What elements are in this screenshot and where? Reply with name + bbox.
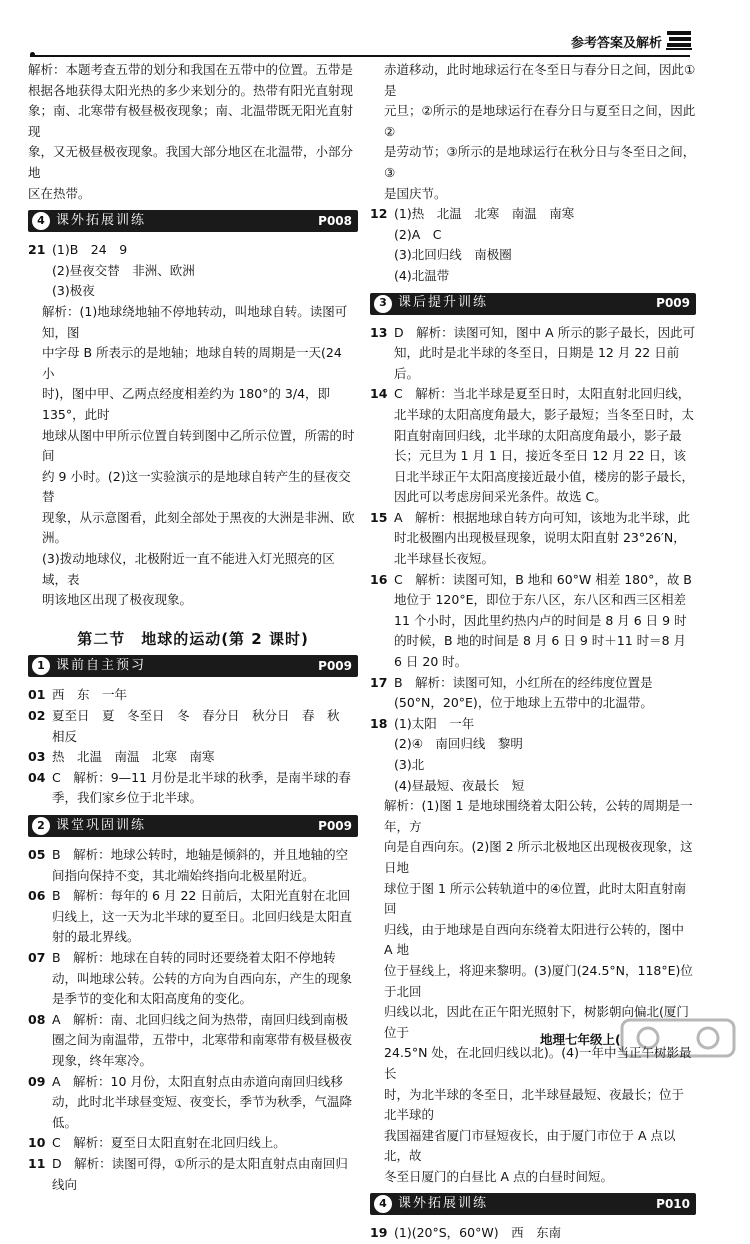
question-21 [28, 240, 358, 302]
analysis-line: 地球从图中甲所示位置自转到图中乙所示位置，所需的时间 [42, 427, 355, 464]
question-11 [28, 1154, 358, 1195]
analysis-line: 我国福建省厦门市昼短夜长，由于厦门市位于 A 点以北，故 [384, 1127, 676, 1164]
answer-text: A 解析：根据地球自转方向可知，该地为北半球，此时北极圈内出现极昼现象，说明太阳直射 23°26′N，北半球昼长夜短。 [394, 509, 691, 567]
question-10 [28, 1133, 358, 1154]
answer-line: (1)B 24 9 [52, 242, 128, 258]
question-09 [28, 1072, 358, 1134]
answer-text: 夏至日 夏 冬至日 冬 春分日 秋分日 春 秋 相反 [52, 708, 353, 744]
analysis-line: 冬至日厦门的白昼比 A 点的白昼时间短。 [384, 1168, 613, 1184]
header-title: 参考答案及解析 [570, 36, 662, 51]
answer-line: (4)北温带 [394, 267, 450, 283]
analysis-line: 现象，从示意图看，此刻全部处于黑夜的大洲是非洲、欧洲。 [42, 509, 355, 546]
question-number: 08 [28, 1011, 46, 1027]
question-number: 06 [28, 888, 46, 904]
question-number: 07 [28, 949, 46, 965]
section-bar-preview [28, 655, 358, 677]
analysis-line: 归线，由于地球是自西向东绕着太阳进行公转的，图中 A 地 [384, 921, 685, 958]
question-number: 14 [370, 386, 388, 402]
answer-line: (2)昼夜交替 非洲、欧洲 [52, 262, 195, 278]
analysis-line: 时，为北半球的冬至日，北半球昼最短、夜最长；位于北半球的 [384, 1086, 685, 1123]
question-16 [370, 570, 696, 673]
question-17 [370, 673, 696, 714]
answer-text: A 解析：10 月份，太阳直射点由赤道向南回归线移动，此时北半球昼变短、夜变长，季节为秋季，气温降低。 [52, 1073, 353, 1130]
question-number: 09 [28, 1073, 46, 1089]
answer-text: B 解析：地球公转时，地轴是倾斜的，并且地轴的空间指向保持不变，其北端始终指向北极星附近。 [52, 847, 349, 883]
section-number: 4 [32, 212, 50, 230]
analysis-line: 解析：本题考查五带的划分和我国在五带中的位置。五带是 [28, 62, 354, 77]
question-number: 17 [370, 674, 388, 690]
answer-line: (2)A C [394, 226, 442, 242]
question-14 [370, 384, 696, 508]
question-13 [370, 323, 696, 385]
question-number: 13 [370, 324, 388, 340]
question-07 [28, 948, 358, 1010]
answer-line: (1)太阳 一年 [394, 715, 475, 731]
answer-text: B 解析：地球在自转的同时还要绕着太阳不停地转动，叫地球公转。公转的方向为自西向东，产生的现象是季节的变化和太阳高度角的变化。 [52, 949, 353, 1007]
watermark-stamp-icon [618, 1014, 738, 1062]
analysis-line: 赤道移动，此时地球运行在冬至日与春分日之间，因此①是 [384, 62, 696, 98]
question-02 [28, 706, 358, 747]
answer-text: B 解析：每年的 6 月 22 日前后，太阳光直射在北回归线上，这一天为北半球的夏至日。北回归线是太阳直射的最北界线。 [52, 888, 353, 945]
section-bar-extension-1 [28, 210, 358, 232]
question-11-continued [370, 60, 696, 204]
analysis-line: 区在热带。 [28, 185, 91, 201]
answer-text: C 解析：读图可知，B 地和 60°W 相差 180°，故 B 地位于 120°E，即位于东八区，东八区和西三区相差 11 个小时，因此里约热内卢的时间是 8 月 6 日 9 时的时候，B 地的时间是 8 月 6 日 9 时＋11 时＝8 月 6 日 20 时。 [394, 571, 692, 670]
question-06 [28, 886, 358, 948]
header-rule [30, 55, 690, 57]
answer-text: B 解析：读图可知，小红所在的经纬度位置是(50°N，20°E)，位于地球上五带中的北温带。 [394, 674, 653, 711]
page-ref: P009 [318, 818, 352, 833]
analysis-line: 是国庆节。 [384, 185, 447, 201]
analysis-line: 元旦；②所示的是地球运行在春分日与夏至日之间，因此② [384, 103, 696, 139]
question-number: 10 [28, 1135, 46, 1151]
question-number: 01 [28, 687, 46, 703]
page-ref: P008 [318, 213, 352, 228]
q-prev-analysis [28, 60, 358, 204]
page-ref: P009 [656, 296, 690, 311]
analysis-line: 时)，图中甲、乙两点经度相差约为 180°的 3/4，即 135°，此时 [42, 386, 331, 422]
books-icon [666, 28, 692, 52]
section-bar-after-class [370, 293, 696, 315]
answer-text: 热 北温 南温 北寒 南寒 [52, 749, 215, 765]
section-title: 第二节 地球的运动(第 2 课时) [77, 629, 309, 648]
question-number: 16 [370, 571, 388, 587]
preview-answers [28, 685, 358, 809]
question-08 [28, 1010, 358, 1072]
question-03 [28, 747, 358, 768]
question-number: 03 [28, 749, 46, 765]
page-ref: P009 [318, 659, 352, 674]
analysis-line: 解析：(1)地球绕地轴不停地转动，叫地球自转。读图可知，图 [42, 303, 348, 340]
footer-subject: 地理七年级上( [540, 1032, 621, 1047]
answer-line: (3)北回归线 南极圈 [394, 247, 512, 263]
question-number: 21 [28, 242, 46, 258]
question-number: 12 [370, 206, 388, 222]
question-number: 19 [370, 1225, 388, 1241]
left-column [28, 60, 358, 1195]
analysis-line: 解析：(1)图 1 是地球围绕着太阳公转，公转的周期是一年，方 [384, 798, 693, 834]
question-number: 04 [28, 769, 46, 785]
section-label: 课外拓展训练 [398, 1196, 489, 1212]
right-column [370, 60, 696, 1244]
question-04 [28, 768, 358, 809]
question-01 [28, 685, 358, 706]
analysis-line: 约 9 小时。(2)这一实验演示的是地球自转产生的昼夜交替 [42, 468, 351, 505]
section-number: 4 [374, 1195, 392, 1213]
answer-text: A 解析：南、北回归线之间为热带，南回归线到南极圈之间为南温带，五带中，北寒带和南寒带有极昼极夜现象，终年寒冷。 [52, 1011, 353, 1068]
question-05 [28, 845, 358, 886]
section-number: 1 [32, 657, 50, 675]
question-number: 18 [370, 715, 388, 731]
question-number: 15 [370, 509, 388, 525]
section-label: 课外拓展训练 [56, 212, 147, 228]
section-label: 课后提升训练 [398, 295, 489, 311]
analysis-line: 象，又无极昼极夜现象。我国大部分地区在北温带，小部分地 [28, 144, 354, 180]
question-number: 02 [28, 708, 46, 724]
section-label: 课堂巩固训练 [56, 817, 147, 833]
answer-text: C 解析：9—11 月份是北半球的秋季，是南半球的春季，我们家乡位于北半球。 [52, 769, 352, 806]
section-number: 3 [374, 295, 392, 313]
answer-text: D 解析：读图可知，图中 A 所示的影子最长，因此可知，此时是北半球的冬至日，日期是 12 月 22 日前后。 [394, 324, 696, 381]
question-number: 05 [28, 847, 46, 862]
question-19 [370, 1223, 696, 1244]
question-15 [370, 508, 696, 570]
question-18-analysis [370, 796, 696, 1187]
question-number: 11 [28, 1155, 46, 1171]
answer-line: (1)热 北温 北寒 南温 南寒 [394, 206, 575, 222]
section-bar-extension-2 [370, 1193, 696, 1215]
section-number: 2 [32, 817, 50, 835]
analysis-line: 是劳动节；③所示的是地球运行在秋分日与冬至日之间，③ [384, 144, 696, 180]
analysis-line: (3)拨动地球仪，北极附近一直不能进入灯光照亮的区域，表 [42, 551, 335, 587]
analysis-line: 象；南、北寒带有极昼极夜现象；南、北温带既无阳光直射现 [28, 103, 354, 139]
question-18 [370, 714, 696, 796]
classroom-answers [28, 845, 358, 1195]
answer-text: C 解析：当北半球是夏至日时，太阳直射北回归线，北半球的太阳高度角最大，影子最短；当冬至日时，太阳直射南回归线，北半球的太阳高度角最小，影子最长；元旦为 1 月 1 日，接近冬至日 12 月 22 日，该日北半球正午太阳高度接近最小值，楼房的影子最长，因此可以考虑房间采光条件。故选 C。 [394, 386, 695, 505]
answer-line: (3)极夜 [52, 283, 95, 299]
answer-text: D 解析：读图可得，①所示的是太阳直射点由南回归线向 [52, 1155, 348, 1192]
answer-line: (1)(20°S，60°W) 西 东南 [394, 1225, 562, 1241]
question-21-analysis [28, 302, 358, 611]
answer-line: (3)北 [394, 757, 425, 772]
answer-line: (2)④ 南回归线 黎明 [394, 736, 523, 752]
page-ref: P010 [656, 1197, 690, 1212]
analysis-line: 根据各地获得太阳光热的多少来划分的。热带有阳光直射现 [28, 82, 354, 98]
analysis-line: 位于昼线上，将迎来黎明。(3)厦门(24.5°N，118°E)位于北回 [384, 962, 693, 999]
after-class-answers [370, 323, 696, 714]
answer-text: C 解析：夏至日太阳直射在北回归线上。 [52, 1135, 286, 1151]
analysis-line: 向是自西向东。(2)图 2 所示北极地区出现极夜现象，这日地 [384, 839, 693, 875]
answer-line: (4)昼最短、夜最长 短 [394, 777, 525, 793]
question-12 [370, 204, 696, 286]
analysis-line: 归线以北，因此在正午阳光照射下，树影朝向偏北(厦门位于 [384, 1004, 689, 1040]
section-label: 课前自主预习 [56, 658, 147, 674]
section-bar-classroom [28, 815, 358, 837]
answer-text: 西 东 一年 [52, 687, 128, 703]
analysis-line: 明该地区出现了极夜现象。 [42, 592, 193, 608]
analysis-line: 24.5°N 处，在北回归线以北)。(4)一年中当正午树影最长 [384, 1045, 692, 1081]
analysis-line: 中字母 B 所表示的是地轴；地球自转的周期是一天(24 小 [42, 345, 342, 381]
analysis-line: 球位于图 1 所示公转轨道中的④位置，此时太阳直射南回 [384, 880, 687, 917]
